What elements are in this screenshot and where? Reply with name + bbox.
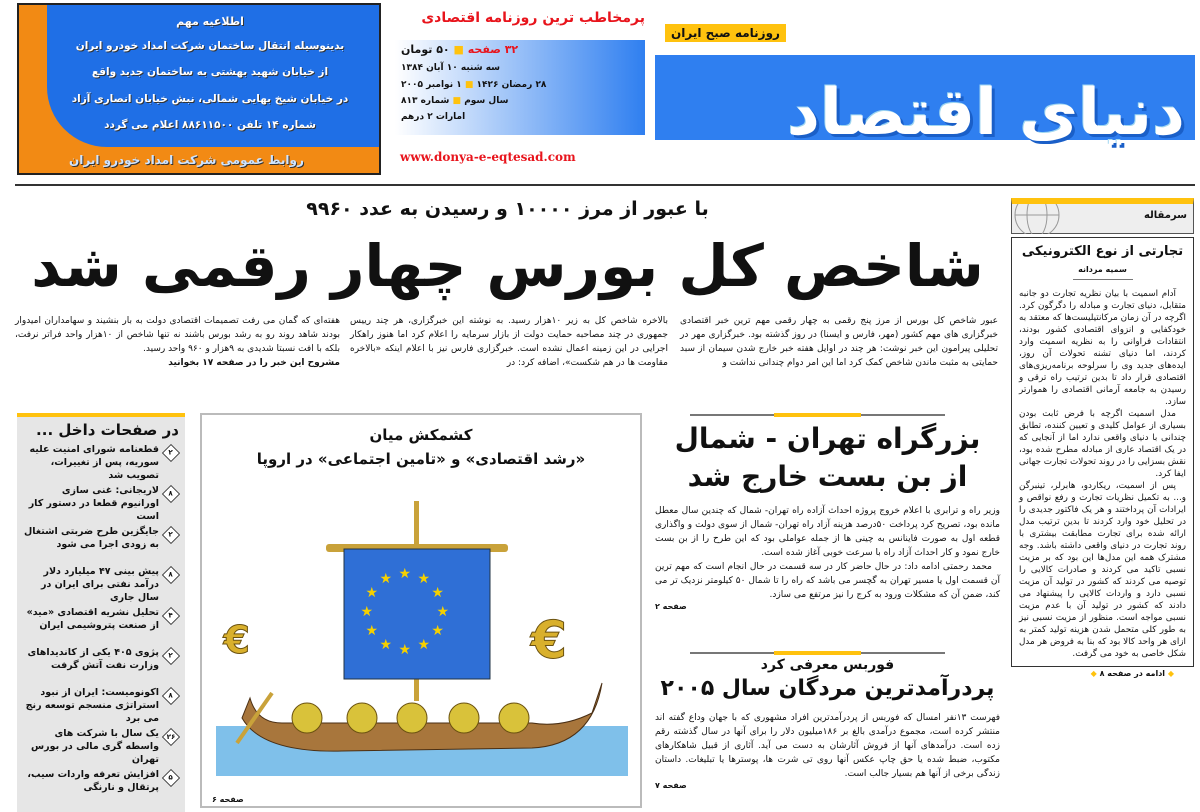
ad-title: اطلاعیه مهم (176, 15, 244, 28)
page-number: ۵ (168, 773, 174, 782)
globe-icon (1012, 204, 1062, 234)
euro-icon: € (223, 618, 250, 662)
cartoon-illustration (202, 483, 640, 793)
inside-item-text: پژوی ۴۰۵ یکی از کاندیداهای وزارت نفت آتش گرفت (27, 647, 159, 671)
cartoon-title: «رشد اقتصادی» و «تامین اجتماعی» در اروپا (256, 450, 586, 468)
header-divider (15, 184, 1195, 186)
date-hijri: ۲۸ رمضان ۱۴۲۶ (476, 80, 547, 90)
page-badge (162, 647, 180, 665)
page-number: ۸ (168, 570, 174, 579)
story3-headline: پردرآمدترین مردگان سال ۲۰۰۵ (660, 676, 995, 701)
story2-headline: بزرگراه تهران - شمال (674, 422, 981, 455)
inside-item[interactable] (23, 686, 179, 725)
inside-item[interactable] (23, 606, 179, 644)
star-icon: ★ (398, 566, 411, 582)
inside-item[interactable] (23, 525, 179, 563)
inside-item-text: پیش بینی ۴۷ میلیارد دلار درآمد نفتی برای ایران در سال جاری (41, 566, 159, 603)
inside-item-text: تحلیل نشریه اقتصادی «مید» از صنعت پتروشیمی ایران (26, 607, 159, 631)
editorial-paragraph: آدام اسمیت با بیان نظریه تجارت دو جانبه متقابل، دنیای تجارت و مبادله را دگرگون کرد. اگرچه در آن زمان مرکانتیلیست‌ها که معتقد به خودکفایی و انزوای اقتصادی کشور بودند، انتقادات فراوانی را به نظریه اسمیت وارد کردند، اما دنیای تشنه تحولات آن روز، ایده‌های جدید وی را سرلوحه برنامه‌ریزی‌های اقتصادی قرار داد تا بدین ترتیب راه ترقی و رسیدن به جامعه آرمانی اقتصادی را هموارتر سازد. (1019, 289, 1186, 407)
ad-line: در خیابان شیخ بهایی شمالی، نبش خیابان انصاری آزاد (71, 93, 349, 105)
page-badge (162, 566, 180, 584)
star-icon: ★ (417, 571, 430, 588)
page-number: ۲ (168, 651, 174, 660)
coin-shield (347, 703, 377, 733)
issue-info: پرمخاطب ترین روزنامه اقتصادی ۳۲ صفحه ■ ۵۰ تومان سه شنبه ۱۰ آبان ۱۳۸۴ ۲۸ رمضان ۱۴۲۶ ■ ۱ نوامبر ۲۰۰۵ سال سوم ■ شماره ۸۱۳ امارات ۲ درهم www.donya-e-eqtesad.com (395, 0, 645, 180)
lead-kicker: با عبور از مرز ۱۰۰۰۰ و رسیدن به عدد ۹۹۶۰ (306, 198, 709, 220)
star-icon: ★ (379, 636, 392, 653)
tagline: پرمخاطب ترین روزنامه اقتصادی (421, 10, 645, 26)
story3-page-ref[interactable]: صفحه ۷ (655, 781, 687, 790)
newspaper-logo (655, 10, 1195, 180)
euro-icon: € (530, 611, 567, 671)
lead-more-link[interactable]: مشروح این خبر را در صفحه ۱۷ بخوانید (168, 358, 340, 368)
page-number: ۸ (168, 489, 174, 498)
issue-number: شماره ۸۱۳ (401, 96, 450, 106)
inside-item[interactable] (23, 646, 179, 684)
star-icon: ★ (398, 642, 411, 658)
cartoon-page-ref[interactable]: صفحه ۶ (212, 795, 244, 804)
coin-shield (449, 703, 479, 733)
coin-shield (397, 703, 427, 733)
editorial-author: سمیه مردانه (1073, 264, 1133, 280)
page-number: ۲ (168, 448, 174, 457)
star-icon: ★ (436, 604, 449, 620)
page-count: ۳۲ صفحه (467, 43, 519, 56)
story2-page-ref[interactable]: صفحه ۲ (655, 602, 687, 611)
lead-headline: شاخص کل بورس چهار رقمی شد (31, 232, 984, 300)
editorial: سرمقاله تجارتی از نوع الکترونیکی سمیه مردانه آدام اسمیت با بیان نظریه تجارت دو جانبه متقابل، دنیای تجارت و مبادله را دگرگون کرد. اگرچه در آن زمان مرکانتیلیست‌ها که معتقد به خودکفایی و انزوای اقتصادی کشور بودند، انتقادات فراوانی را به نظریه اسمیت وارد کردند، اما دنیای تشنه تحولات آن روز، ایده‌های جدید وی را سرلوحه برنامه‌ریزی‌های اقتصادی قرار داد تا بدین ترتیب راه ترقی و رسیدن به جامعه آرمانی اقتصادی را هموارتر سازد. مدل اسمیت اگرچه با فرض ثابت بودن بسیاری از عوامل کلیدی و تعیین کننده، تطابق چندانی با دنیای واقعی ندارد اما از آنجایی که در یک اقتصاد عاری از مبادله مطرح شده بود، نقش بسزایی را در روند تحولات تجارت جهانی ایفا کرد. پس از اسمیت، ریکاردو، هابرلر، تینبرگن و... به تکمیل نظریات تجارت و رفع نواقص و ایرادات آن پرداختند و هر یک فاکتور جدیدی را در تحلیل خود وارد کردند تا بدین ترتیب مدل ارائه شده برای تجارت مطابقت بیشتری با روند تجارت در دنیای واقعی داشته باشد. وجه مشترک همه این مدل‌ها این بود که بر مزیت نسبی تاکید می کردند و صادرات کالایی را توصیه می کردند که کشور در تولید آن مزیت نسبی دارد و واردات کالایی را پیشنهاد می دادند که کشور در تولید آن با عدم مزیت نسبی مواجه است. منظور از مزیت نسبی نیز به طور کلی متحمل شدن هزینه تولید کمتر به ازای هر واحد کالا بود که بنا به فروض هر مدل شکل خاصی به خود می گرفت. ◆ ادامه در صفحه ۸ ◆ (1011, 198, 1194, 678)
ad-line: بدینوسیله انتقال ساختمان شرکت امداد خودرو ایران (75, 40, 345, 52)
cartoon-title: کشمکش میان (369, 426, 473, 444)
emirates-price: امارات ۲ درهم (401, 112, 466, 122)
page-badge (162, 526, 180, 544)
coin-shield (292, 703, 322, 733)
story3-kicker: فوربس معرفی کرد (760, 657, 895, 673)
ad-line: شماره ۱۴ تلفن ۸۸۶۱۱۵۰۰ اعلام می گردد (104, 119, 316, 131)
page-number: ۲۶ (166, 732, 176, 741)
star-icon: ★ (365, 623, 379, 639)
price: ۵۰ تومان (401, 43, 450, 56)
inside-item-text: اکونومیست: ایران از نبود استراتژی منسجم توسعه رنج می برد (25, 687, 159, 724)
page-badge (162, 728, 180, 746)
website-link[interactable]: www.donya-e-eqtesad.com (400, 150, 576, 164)
star-icon: ★ (431, 585, 444, 601)
inside-item[interactable] (23, 443, 179, 482)
inside-title: در صفحات داخل ... (36, 421, 179, 439)
inside-item[interactable] (23, 727, 179, 766)
star-icon: ★ (431, 623, 444, 639)
logo-name: دنیای اقتصاد (787, 76, 1185, 150)
star-icon: ★ (379, 571, 392, 588)
page-badge (162, 607, 180, 625)
story2-headline: از بن بست خارج شد (687, 460, 968, 493)
year: سال سوم (464, 96, 509, 106)
page-number: ۴ (168, 611, 174, 620)
inside-item-text: جایگزین طرح ضربتی اشتغال به زودی اجرا می شود (24, 526, 159, 550)
page-number: ۸ (168, 691, 174, 700)
story3-body: فهرست ۱۳نفر امسال که فوربس از پردرآمدترین افراد مشهوری که با جهان وداع گفته اند منتشر کرده است، مجموع درآمدی بالغ بر ۱۸۶میلیون دلار را برای آنها در سال گذشته رقم زده است. درآمدهای آنها از فروش آثارشان به دست می آید. آثاری از قبیل شاهکارهای مکتوب، ضبط شده یا حق چاپ عکس آنها روی تی شرت ها، پوسترها یا تبلیغات. داستان زندگی برخی از آنها هم بسیار جالب است. (655, 713, 1001, 779)
inside-item-text: افزایش تعرفه واردات سیب، پرتقال و نارنگی (27, 769, 159, 793)
story2-body: وزیر راه و ترابری با اعلام خروج پروژه احداث آزاده راه تهران- شمال که چندین سال معطل مانده بود، تصریح کرد پرداخت ۵۰درصد هزینه آزاد راه تهران- شمال از سوی دولت و واگذاری قطعه اول به صورت فاینانس به چینی ها از جمله عواملی بود که این طرح را از بن بست خارج نمود و کار احداث آزاد راه با سرعت خوبی آغاز شده است. (655, 506, 1000, 558)
inside-item[interactable] (23, 484, 179, 523)
star-icon: ★ (365, 585, 379, 601)
page-badge (162, 485, 180, 503)
editorial-continued-link[interactable]: ادامه در صفحه ۸ (1099, 669, 1166, 678)
inside-item-text: یک سال با شرکت های واسطه گری مالی در بورس تهران (31, 728, 159, 765)
page-badge (162, 769, 180, 787)
inside-item[interactable] (23, 768, 179, 806)
inside-pages-box (17, 413, 185, 812)
star-icon: ★ (417, 636, 430, 653)
date-persian: سه شنبه ۱۰ آبان ۱۳۸۴ (401, 63, 501, 73)
ad-footer: روابط عمومی شرکت امداد خودرو ایران (69, 153, 304, 167)
lead-column: عبور شاخص کل بورس از مرز پنج رقمی به چهار رقمی مهم ترین خبر اقتصادی خبرگزاری های مهم کشور (مهر، فارس و ایسنا) در روز گذشته بود. خبرگزاری مهر در تحلیلی پیرامون این خبر نوشت: هر چند در اوایل هفته خبر خارج شدن سیمان از سبد حمایتی به مثبت ماندن شاخص کمک کرد اما این امر دوام چندانی نداشت و (680, 316, 998, 368)
editorial-paragraph: پس از اسمیت، ریکاردو، هابرلر، تینبرگن و... به تکمیل نظریات تجارت و رفع نواقص و ایرادات آن پرداختند و هر یک فاکتور جدیدی را در تحلیل خود وارد کردند تا بدین ترتیب مدل ارائه شده برای تجارت مطابقت بیشتری با روند تجارت در دنیای واقعی داشته باشد. وجه مشترک همه این مدل‌ها این بود که بر مزیت نسبی تاکید می کردند و صادرات کالایی را توصیه می کردند که کشور در تولید آن مزیت نسبی دارد و واردات کالایی را پیشنهاد می دادند که کشور در تولید آن با عدم مزیت نسبی مواجه است. منظور از مزیت نسبی نیز به طور کلی متحمل شدن هزینه تولید کمتر به ازای هر واحد کالا بود که بنا به فروض هر مدل شکل خاصی به خود می گرفت. (1019, 481, 1186, 659)
inside-item-text: قطعنامه شورای امنیت علیه سوریه، پس از تغییرات، تصویب شد (29, 444, 159, 481)
story2-body: محمد رحمتی ادامه داد: در حال حاضر کار در سه قسمت در حال انجام است که مهم ترین آن قسمت اول یا مسیر تهران به گچسر می باشد که راه را تا شمال ۵۰ کیلومتر نزدیک تر می کند، ضمن آن که مشکلات ورود به کرج را نیز مرتفع می سازد. (655, 562, 1000, 600)
page-number: ۲ (168, 530, 174, 539)
lead-column: هفته‌ای که گمان می رفت تصمیمات اقتصادی دولت به بار بنشیند و سهامداران امیدوار بودند شاهد روند رو به رشد بورس باشند نه تنها شاخص از ۱۰هزار واحد فراتر نرفت، بلکه با افت نسبتا شدیدی به ۹هزار و ۹۶۰ واحد رسید. (15, 316, 341, 354)
page-badge (162, 444, 180, 462)
cartoon (200, 413, 642, 808)
date-gregorian: ۱ نوامبر ۲۰۰۵ (401, 80, 462, 90)
page-badge (162, 687, 180, 705)
editorial-title: تجارتی از نوع الکترونیکی (1021, 244, 1184, 259)
star-icon: ★ (360, 604, 373, 620)
editorial-section: سرمقاله (1143, 210, 1187, 221)
advertisement (17, 3, 381, 175)
ad-line: از خیابان شهید بهشتی به ساختمان جدید واقع (91, 66, 329, 78)
inside-item-text: لاریجانی: غنی سازی اورانیوم قطعا در دستور کار است (28, 485, 159, 522)
coin-shield (499, 703, 529, 733)
editorial-paragraph: مدل اسمیت اگرچه با فرض ثابت بودن بسیاری از عوامل کلیدی و تعیین کننده، تطابق چندانی با دنیای واقعی ندارد اما از آنجایی که در یک اقتصاد عاری از مبادله مطرح شده بود، نقش بسزایی را در روند تحولات تجارت جهانی ایفا کرد. (1019, 409, 1186, 479)
lead-column: بالاخره شاخص کل به زیر ۱۰هزار رسید. به نوشته این خبرگزاری، هر چند رییس جمهوری در چند مصاحبه حمایت دولت از بازار سرمایه را اعلام کرد اما هنوز راهکار اجرایی در این زمینه اعمال نشده است. خبرگزاری فارس نیز با اعلام اینکه «بالاخره مقاومت ها در هم شکست»، اضافه کرد: در (350, 316, 668, 368)
inside-item[interactable] (23, 565, 179, 604)
logo-subtitle: روزنامه صبح ایران (665, 24, 786, 42)
